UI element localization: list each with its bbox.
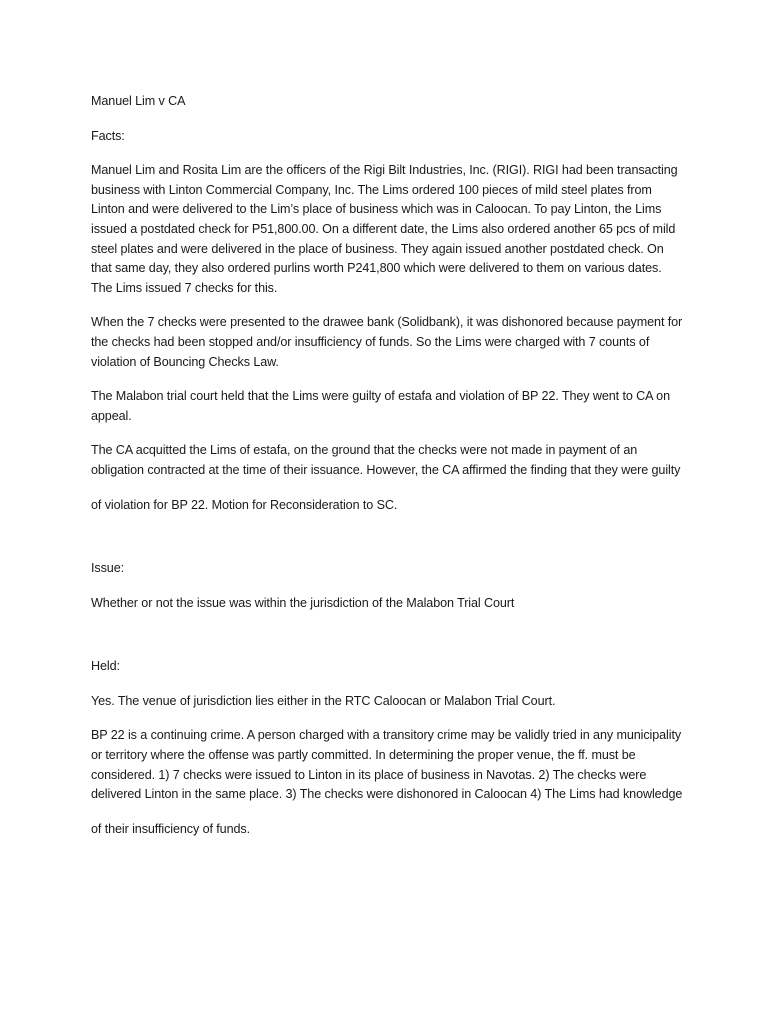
- held-heading: Held:: [91, 659, 120, 674]
- held-paragraph-3: of their insufficiency of funds.: [91, 821, 250, 836]
- facts-paragraph-2: When the 7 checks were presented to the drawee bank (Solidbank), it was dishonored because payment for the checks had been stopped and/or insufficiency of funds. So the Lims were charged with 7 counts of violation of Bouncing Checks Law.: [91, 315, 683, 369]
- facts-paragraph-3: The Malabon trial court held that the Lims were guilty of estafa and violation of BP 22. They went to CA on appeal.: [91, 389, 670, 423]
- issue-heading: Issue:: [91, 561, 124, 576]
- issue-paragraph: Whether or not the issue was within the jurisdiction of the Malabon Trial Court: [91, 595, 515, 610]
- facts-paragraph-5: of violation for BP 22. Motion for Reconsideration to SC.: [91, 497, 398, 512]
- facts-paragraph-1: Manuel Lim and Rosita Lim are the officers of the Rigi Bilt Industries, Inc. (RIGI). RIGI had been transacting business with Linton Commercial Company, Inc. The Lims ordered 100 pieces of mild steel plates from Linton and were delivered to the Lim’s place of business which was in Caloocan. To pay Linton, the Lims issued a postdated check for P51,800.00. On a different date, the Lims also ordered another 65 pcs of mild steel plates and were delivered in the place of business. They again issued another postdated check. On that same day, they also ordered purlins worth P241,800 which were delivered to them on various dates. The Lims issued 7 checks for this.: [91, 163, 678, 295]
- held-paragraph-2: BP 22 is a continuing crime. A person charged with a transitory crime may be validly tried in any municipality or territory where the offense was partly committed. In determining the proper venue, the ff. must be considered. 1) 7 checks were issued to Linton in its place of business in Navotas. 2) The checks were delivered Linton in the same place. 3) The checks were dishonored in Caloocan 4) The Lims had knowledge: [91, 728, 683, 802]
- facts-paragraph-4: The CA acquitted the Lims of estafa, on the ground that the checks were not made in payment of an obligation contracted at the time of their issuance. However, the CA affirmed the finding that they were guilty: [91, 443, 681, 477]
- facts-heading: Facts:: [91, 128, 125, 143]
- document-body: [91, 92, 683, 854]
- held-paragraph-1: Yes. The venue of jurisdiction lies either in the RTC Caloocan or Malabon Trial Court.: [91, 693, 556, 708]
- document-title: Manuel Lim v CA: [91, 94, 186, 108]
